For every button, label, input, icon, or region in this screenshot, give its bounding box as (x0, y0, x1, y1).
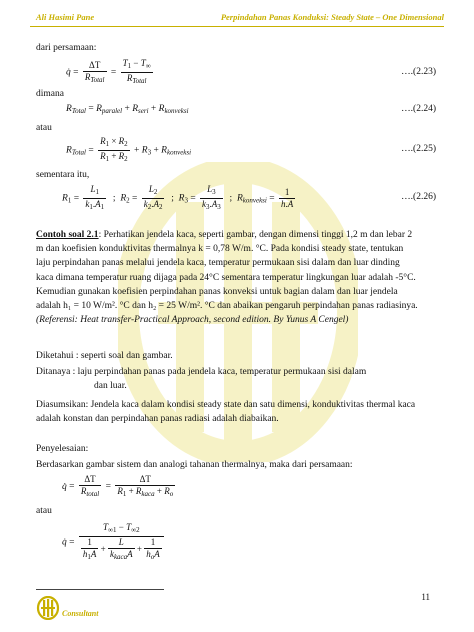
text-berdasarkan: Berdasarkan gambar sistem dan analogi tahanan thermalnya, maka dari persamaan: (36, 460, 353, 470)
equation-2-25: $R_{Total}$ = $\frac{R_1 \times R_2}{R_1 + R_2}$ + $R_3 + R_{konveksi}$ (66, 136, 192, 163)
example-paragraph (36, 228, 440, 327)
header-author: Ali Hasimi Pane (36, 12, 95, 22)
text-dimana: dimana (36, 89, 64, 99)
eq-number-2-25: ….(2.25) (401, 144, 436, 154)
equation-2-24: $R_{Total} = R_{paralel} + R_{seri} + R_{konveksi}$ (66, 104, 189, 115)
text-atau-2: atau (36, 506, 52, 516)
eq-number-2-23: ….(2.23) (401, 67, 436, 77)
text-ditanaya-2: dan luar. (94, 381, 127, 391)
footer-company-name: Consultant (62, 609, 99, 618)
equation-heat-rate-2: q̇ = $T_{\infty 1} - T_{\infty 2}$ $\frac{1}{h_1A}$ + $\frac{L}{k_{kaca}A}$ + $\frac{1}{h_oA}$ (62, 522, 166, 563)
example-line-1: : Perhatikan jendela kaca, seperti gambar, dengan dimensi tinggi 1,2 m dan lebar 2 (98, 230, 413, 240)
example-line-3: laju perpindahan panas melalui jendela kaca, temperatur permukaan sisi dalam dan luar dinding (36, 258, 400, 269)
page-number: 11 (421, 592, 430, 602)
header-title: Perpindahan Panas Konduksi: Steady State – One Dimensional (220, 12, 444, 22)
text-dari-persamaan: dari persamaan: (36, 43, 97, 53)
text-ditanaya: Ditanaya : laju perpindahan panas pada jendela kaca, temperatur permukaan sisi dalam (36, 367, 367, 377)
eq-number-2-26: ….(2.26) (401, 192, 436, 202)
text-sementara: sementara itu, (36, 170, 90, 180)
example-line-2: m dan koefisien konduktivitas thermalnya k = 0,78 W/m. °C. Pada kondisi steady state, tentukan (36, 244, 404, 255)
example-line-5: Kemudian gunakan koefisien perpindahan panas konveksi untuk bagian dalam dan luar jendela (36, 286, 398, 297)
text-atau-1: atau (36, 123, 52, 133)
header-rule (30, 26, 444, 27)
text-diketahui: Diketahui : seperti soal dan gambar. (36, 351, 173, 361)
footer-rule (36, 589, 164, 590)
text-diasumsikan-1: Diasumsikan: Jendela kaca dalam kondisi steady state dan satu dimensi, konduktivitas thermal kaca (36, 400, 416, 410)
equation-heat-rate-1: q̇ = $\frac{\Delta T}{R_{total}}$ = $\frac{\Delta T}{R_1 + R_{kaca} + R_o}$ (62, 474, 174, 498)
text-penyelesaian: Penyelesaian: (36, 444, 89, 454)
example-line-7: (Referensi: Heat transfer-Practical Approach, second edition. By Yunus A Cengel) (36, 315, 349, 326)
equation-2-26: $R_1$ = $\frac{L_1}{k_1.A_1}$ ; $R_2$ = $\frac{L_2}{k_2.A_2}$ ; $R_3$ = $\frac{L_3}{k_3.A_3}$ ; $R_{konveksi}$ = $\frac{1}{h.A}$ (62, 184, 294, 211)
example-line-6: adalah h₁ = 10 W/m². °C dan h₂ = 25 W/m². °C dan abaikan pengaruh perpindahan panas radiasinya. (36, 301, 418, 312)
text-diasumsikan-2: adalah konstan dan perpindahan panas radiasi adalah diabaikan. (36, 414, 279, 424)
equation-2-23: q̇ = $\frac{\Delta T}{R_{Total}}$ = $\frac{T_1 - T_\infty}{R_{Total}}$ (66, 58, 151, 85)
example-title: Contoh soal 2.1 (36, 230, 99, 240)
footer-logo (36, 596, 60, 620)
eq-number-2-24: ….(2.24) (401, 104, 436, 114)
example-line-4: kaca dimana temperatur ruang dijaga pada 24°C sementara temperatur lingkungan luar adalah -5°C. (36, 272, 416, 283)
